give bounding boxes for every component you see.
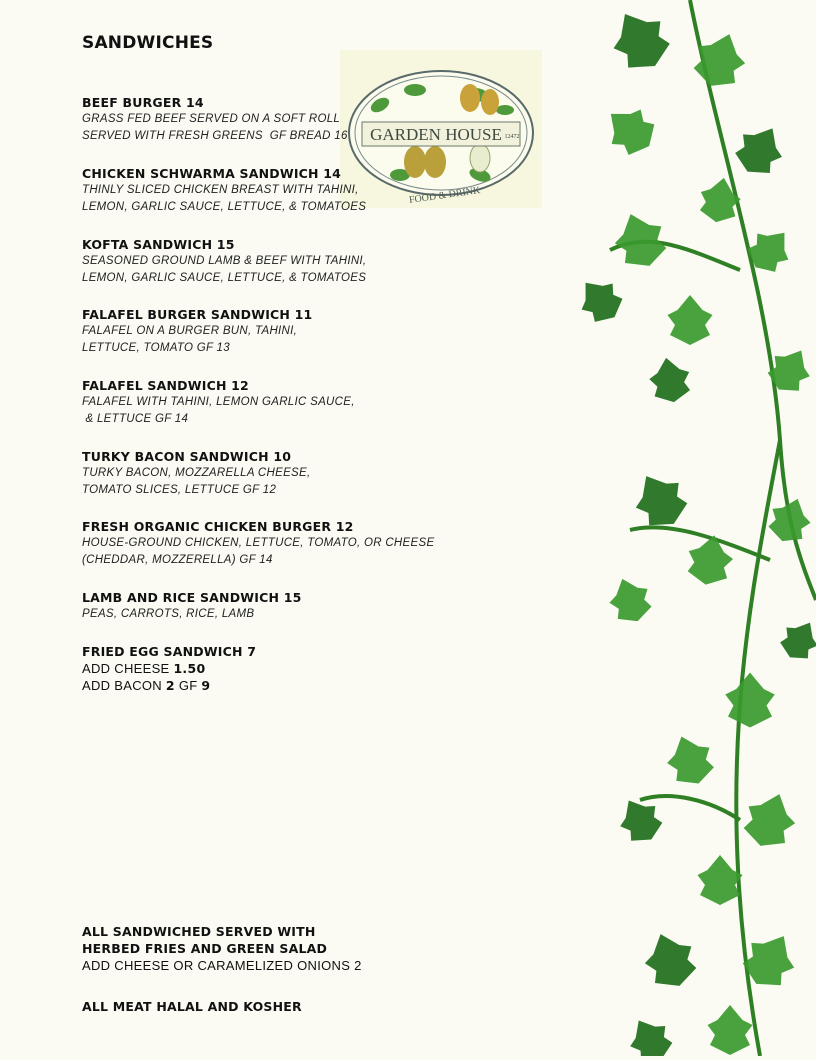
parsley-leaves-decoration (570, 0, 816, 1056)
logo-name: GARDEN HOUSE (370, 125, 502, 144)
leaf-shape (684, 531, 737, 588)
footer-note: ALL SANDWICHED SERVED WITH HERBED FRIES AND GREEN SALAD ADD CHEESE OR CARAMELIZED ONIONS 2 (82, 924, 362, 973)
leaf-shape (725, 673, 775, 728)
menu-item-falafel-burger: FALAFEL BURGER SANDWICH 11 FALAFEL ON A BURGER BUN, TAHINI, LETTUCE, TOMATO GF 13 (82, 307, 313, 354)
menu-item-falafel-sandwich: FALAFEL SANDWICH 12 FALAFEL WITH TAHINI, LEMON GARLIC SAUCE, & LETTUCE GF 14 (82, 378, 355, 425)
leaf-shape (698, 855, 743, 905)
menu-item-turky-bacon: TURKY BACON SANDWICH 10 TURKY BACON, MOZZARELLA CHEESE, TOMATO SLICES, LETTUCE GF 12 (82, 449, 311, 496)
leaf-shape (737, 786, 802, 855)
leaf-shape (774, 614, 816, 667)
section-title: SANDWICHES (82, 33, 214, 53)
menu-item-beef-burger: BEEF BURGER 14 GRASS FED BEEF SERVED ON A SOFT ROLL SERVED WITH FRESH GREENS GF BREAD 16 (82, 95, 348, 142)
leaf-shape (621, 1010, 679, 1056)
leaf-shape (602, 1, 679, 80)
menu-item-chicken-schwarma: CHICKEN SCHWARMA SANDWICH 14 THINLY SLICED CHICKEN BREAST WITH TAHINI, LEMON, GARLIC SAUCE, LETTUCE, & TOMATOES (82, 166, 367, 213)
leaf-shape (625, 464, 695, 536)
garden-house-logo (340, 50, 542, 208)
leaf-shape (696, 174, 744, 225)
leaf-shape (728, 117, 792, 183)
leaf-shape (708, 1005, 753, 1055)
menu-item-lamb-rice: LAMB AND RICE SANDWICH 15 PEAS, CARROTS, RICE, LAMB (82, 590, 302, 620)
leaf-shape (668, 295, 713, 345)
svg-text:FOOD & DRINK: FOOD & DRINK (408, 185, 481, 206)
leaf-shape (763, 492, 816, 548)
menu-item-organic-chicken-burger: FRESH ORGANIC CHICKEN BURGER 12 HOUSE-GROUND CHICKEN, LETTUCE, TOMATO, OR CHEESE (CHEDDAR, MOZZERELLA) GF 14 (82, 519, 435, 566)
leaf-shape (660, 729, 719, 791)
leaf-shape (740, 220, 800, 281)
leaf-shape (637, 926, 702, 995)
leaf-shape (607, 206, 672, 275)
add-bacon-line: ADD BACON 2 GF 9 (82, 678, 211, 693)
menu-item-kofta: KOFTA SANDWICH 15 SEASONED GROUND LAMB & BEEF WITH TAHINI, LEMON, GARLIC SAUCE, LETTUCE, & TOMATOES (82, 237, 367, 284)
leaf-shape (596, 97, 663, 164)
svg-text:12472: 12472 (504, 134, 520, 140)
add-cheese-line: ADD CHEESE 1.50 (82, 661, 206, 676)
leaf-shape (646, 354, 694, 405)
halal-kosher-note: ALL MEAT HALAL AND KOSHER (82, 999, 302, 1014)
leaf-shape (603, 572, 656, 628)
leaf-shape (570, 270, 630, 331)
menu-item-fried-egg: FRIED EGG SANDWICH 7 ADD CHEESE 1.50 ADD BACON 2 GF 9 (82, 644, 257, 693)
